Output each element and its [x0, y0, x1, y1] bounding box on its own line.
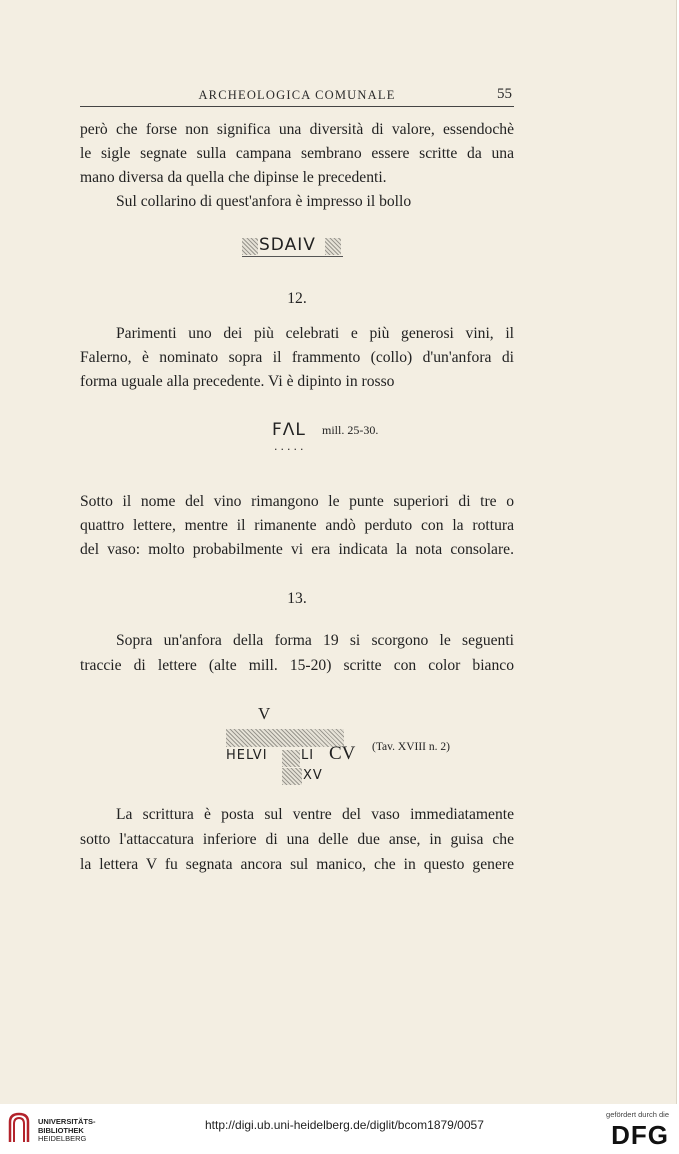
- library-name: [38, 1118, 96, 1144]
- stamp-sdaiv: [242, 234, 346, 258]
- inscription-dots: .....: [274, 440, 307, 453]
- inscription-helvi: [226, 704, 496, 788]
- damaged-area: [242, 238, 258, 255]
- inscription-line2: XV: [303, 768, 323, 783]
- text-line: però che forse non significa una diversità di valore, essendochè: [80, 121, 514, 138]
- library-line: HEIDELBERG: [38, 1134, 87, 1143]
- inscription-line1b: LI: [301, 748, 315, 763]
- plate-reference: (Tav. XVIII n. 2): [372, 741, 450, 753]
- viewer-footer: [0, 1104, 679, 1154]
- damaged-area: [282, 768, 302, 785]
- text-line: sotto l'attaccatura inferiore di una delle due anse, in guisa che: [80, 831, 514, 848]
- library-logo-icon: [8, 1112, 30, 1144]
- library-line: BIBLIOTHEK: [38, 1125, 84, 1135]
- library-line: UNIVERSITÄTS-: [38, 1117, 96, 1126]
- running-header: [80, 80, 514, 107]
- text-line: Sopra un'anfora della forma 19 si scorgono le seguenti: [116, 632, 514, 649]
- section-number: 12.: [287, 290, 307, 307]
- text-line: Sotto il nome del vino rimangono le punte superiori di tre o: [80, 493, 514, 510]
- damaged-area: [226, 729, 344, 747]
- text-line: traccie di lettere (alte mill. 15-20) scritte con color bianco: [80, 657, 514, 674]
- damaged-area: [325, 238, 341, 255]
- text-line: la lettera V fu segnata ancora sul manico, che in questo genere: [80, 856, 514, 873]
- page-number: 55: [497, 86, 512, 102]
- text-line: del vaso: molto probabilmente vi era indicata la nota consolare.: [80, 541, 514, 558]
- stamp-text: SDAIV: [259, 235, 316, 255]
- inscription-text: FΛL: [272, 420, 306, 440]
- inscription-v: V: [258, 704, 271, 723]
- running-title: ARCHEOLOGICA COMUNALE: [198, 88, 396, 102]
- text-line: le sigle segnate sulla campana sembrano essere scritte da una: [80, 145, 514, 162]
- text-line: mano diversa da quella che dipinse le precedenti.: [80, 169, 387, 186]
- stamp-rule: [242, 256, 343, 257]
- funding-note: gefördert durch die: [606, 1110, 669, 1119]
- text-line: quattro lettere, mentre il rimanente andò perduto con la rottura: [80, 517, 514, 534]
- section-number: 13.: [287, 590, 307, 607]
- text-line: Parimenti uno dei più celebrati e più generosi vini, il: [116, 325, 514, 342]
- text-line: forma uguale alla precedente. Vi è dipinto in rosso: [80, 373, 395, 390]
- damaged-area: [282, 750, 300, 767]
- dfg-logo: DFG: [611, 1120, 669, 1150]
- text-line: La scrittura è posta sul ventre del vaso immediatamente: [116, 806, 514, 823]
- inscription-size: mill. 25-30.: [322, 423, 379, 437]
- text-line: Sul collarino di quest'anfora è impresso il bollo: [116, 193, 412, 210]
- inscription-line1a: HELVI: [226, 748, 268, 763]
- permalink-url[interactable]: http://digi.ub.uni-heidelberg.de/diglit/bcom1879/0057: [205, 1118, 484, 1132]
- inscription-fal: [272, 420, 432, 460]
- text-line: Falerno, è nominato sopra il frammento (collo) d'un'anfora di: [80, 349, 514, 366]
- inscription-cv: CV: [329, 743, 356, 764]
